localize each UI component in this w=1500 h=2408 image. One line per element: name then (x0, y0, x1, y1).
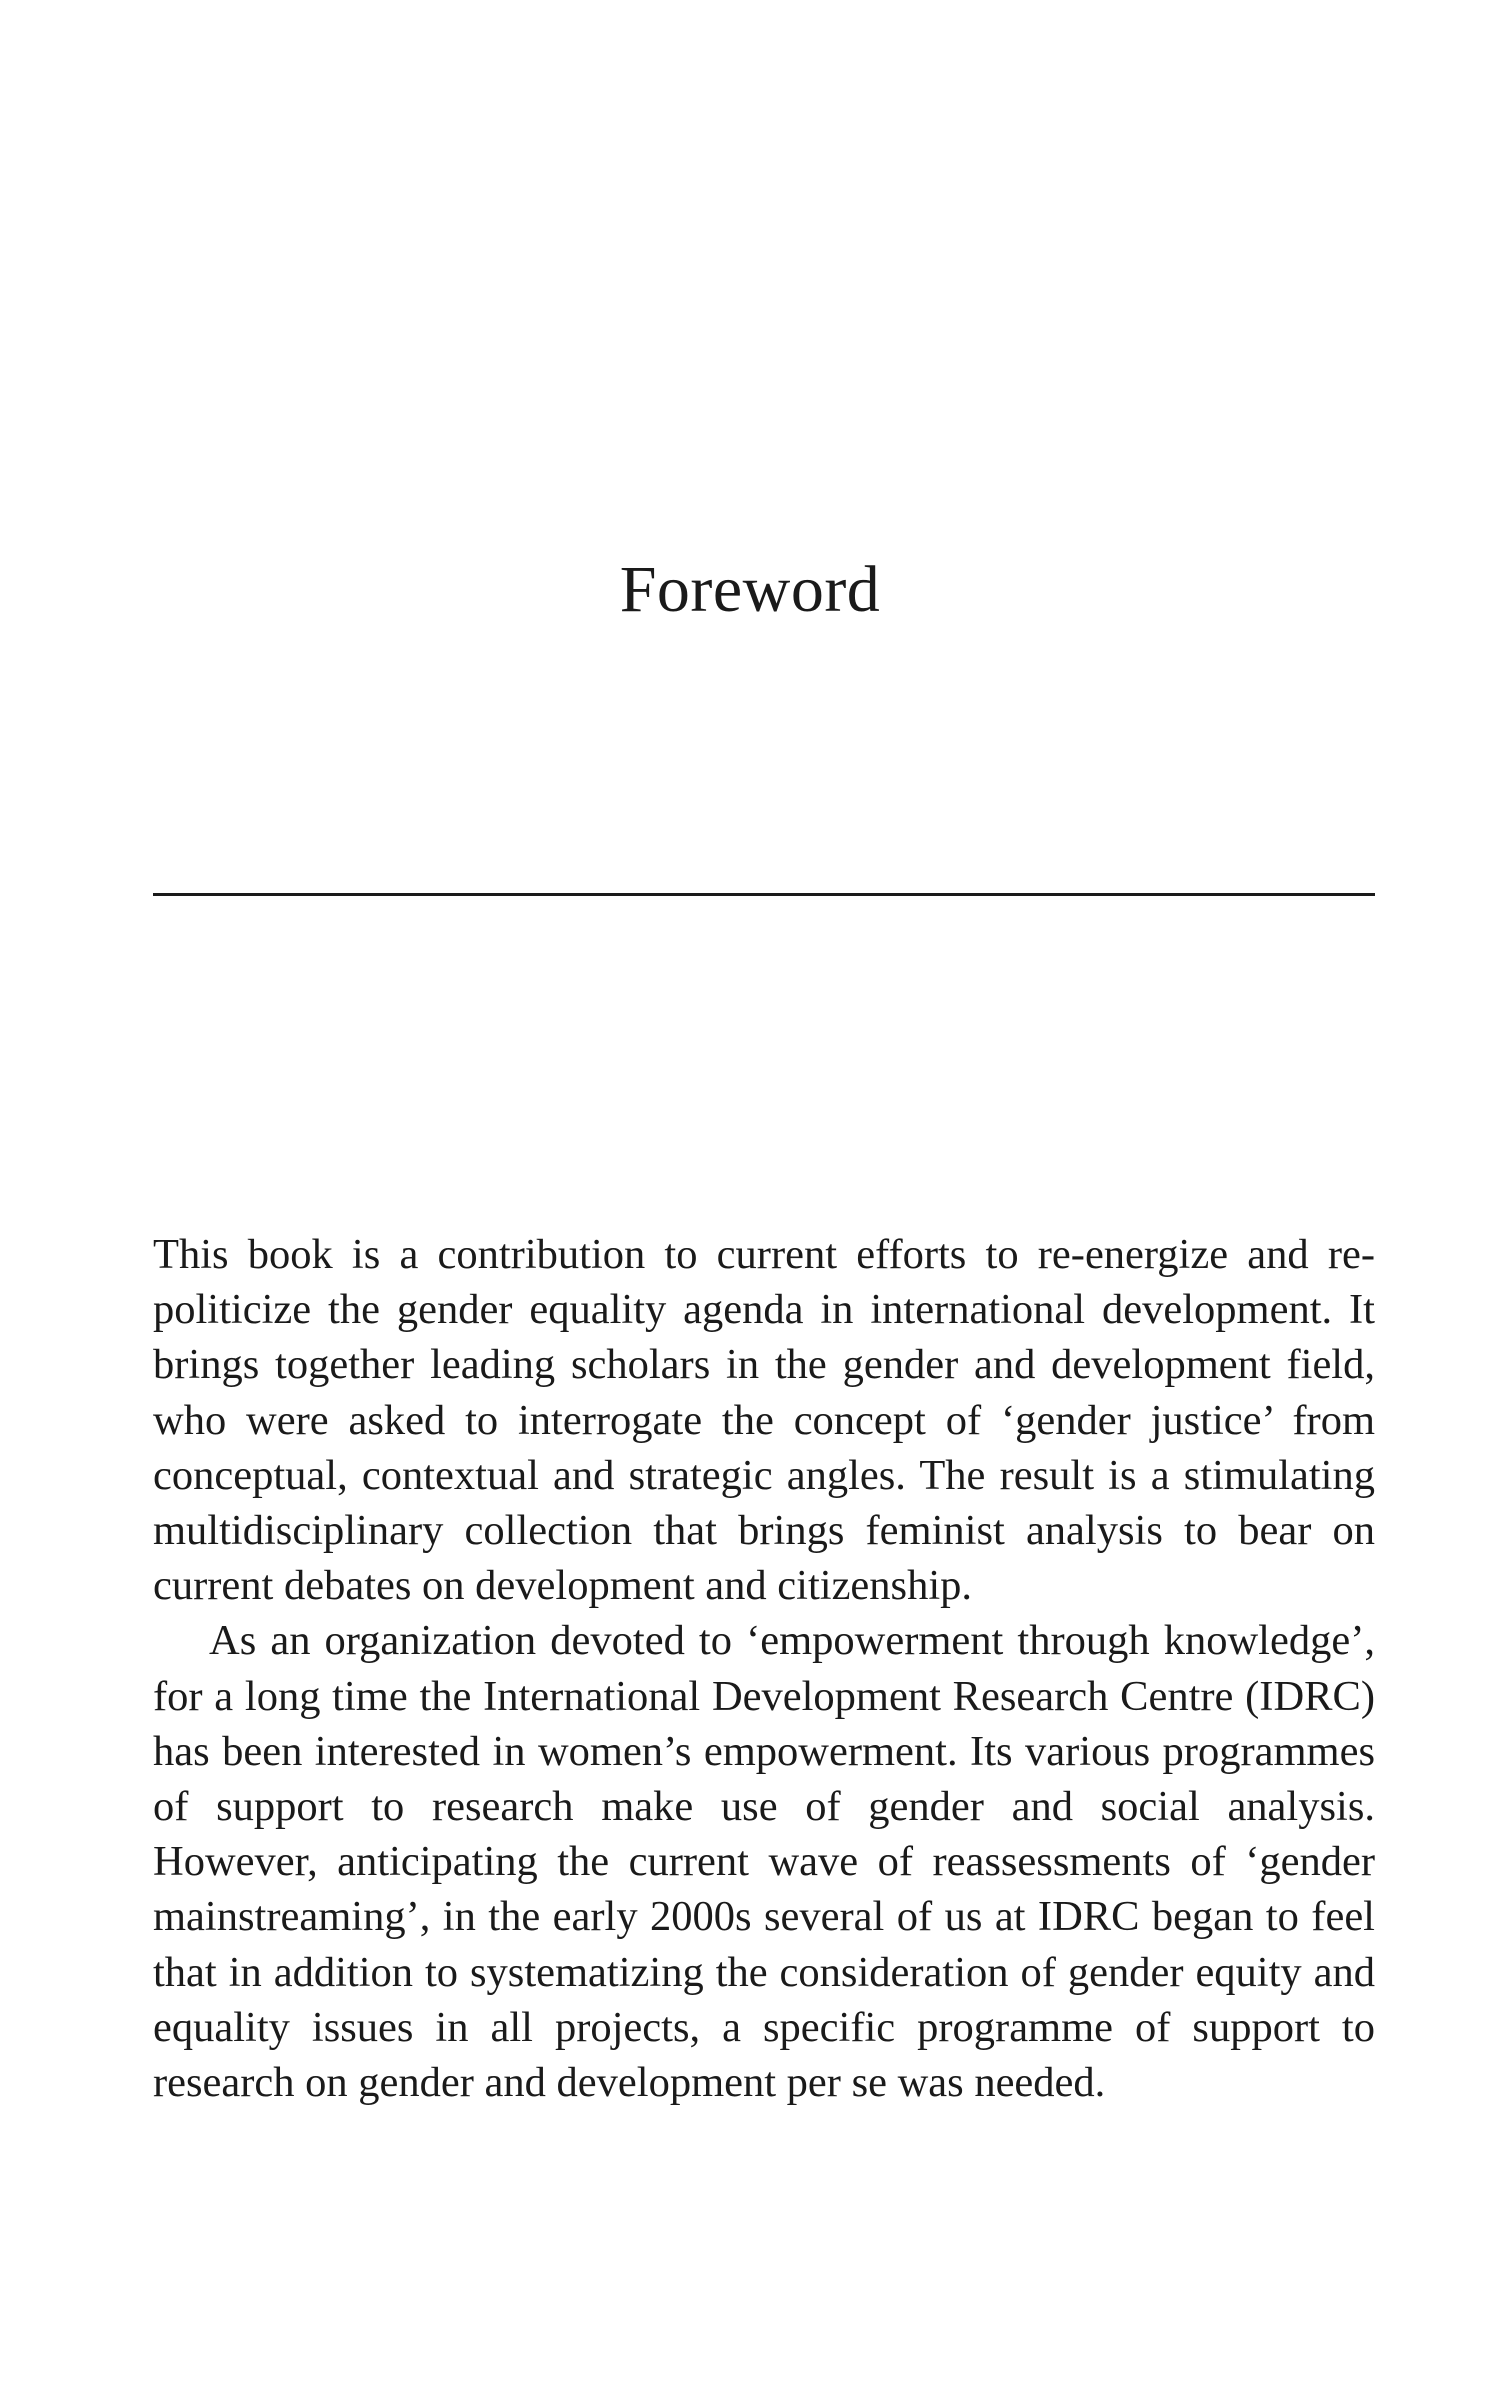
title-divider (153, 893, 1375, 896)
paragraph-1: This book is a contribution to current efforts to re-energize and re-politicize the gender equality agenda in international development. It brings together leading scholars in the gender and development field, who were asked to interrogate the concept of ‘gender justice’ from conceptual, contextual and strategic angles. The result is a stimulating multidisciplinary collection that brings feminist analysis to bear on current debates on development and citizenship. (153, 1231, 1375, 1610)
body-text (153, 1227, 1375, 2110)
page-title: Foreword (619, 553, 881, 626)
paragraph-2: As an organization devoted to ‘empowerment through knowledge’, for a long time the International Development Research Centre (IDRC) has been interested in women’s empowerment. Its various programmes of support to research make use of gender and social analysis. However, anticipating the current wave of reassessments of ‘gender mainstreaming’, in the early 2000s several of us at IDRC began to feel that in addition to systematizing the consideration of gender equity and equality issues in all projects, a specific programme of support to research on gender and development per se was needed. (153, 1617, 1375, 2107)
